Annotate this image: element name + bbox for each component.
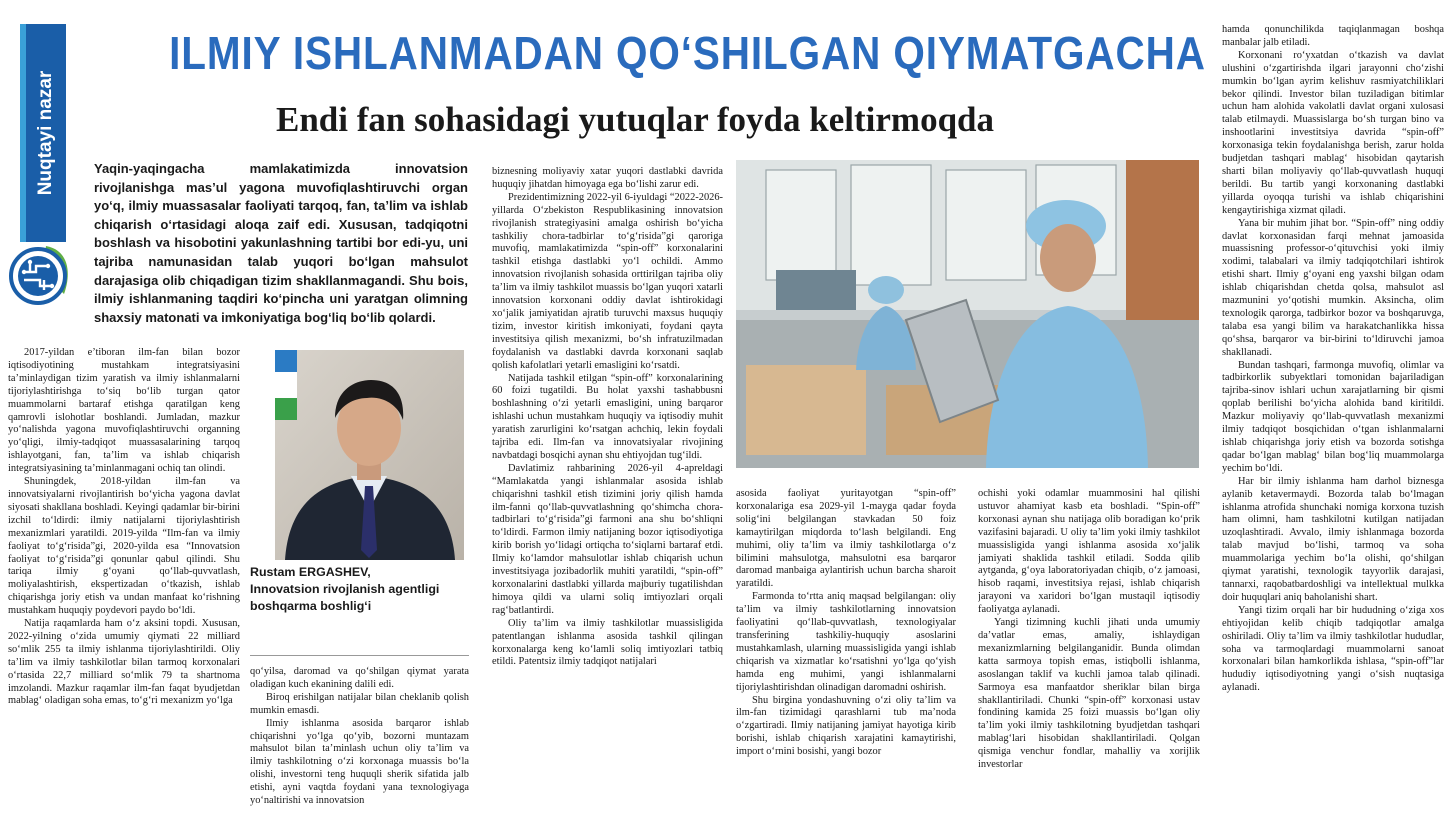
- body-paragraph: Shu birgina yondashuvning o‘zi oliy ta’lim va ilm-fan tizimidagi qarashlarni tub ma’noda o‘zgartiradi. Ilmiy natijaning jamiyat hayotiga kirib borishi, ishlab chiqarish xarajatini kamaytirishi, import o‘rnini bosishi, yangi bozor: [736, 694, 956, 758]
- body-paragraph: biznesning moliyaviy xatar yuqori dastlabki davrida huquqiy jihatdan himoyaga ega bo‘lishi zarur edi.: [492, 166, 723, 190]
- body-paragraph: 2017-yildan e’tiboran ilm-fan bilan bozor iqtisodiyotining mustahkam integratsiyasini ta’minlaydigan tizim yaratish va ilmiy ishlanmalarni tijoriylashtirishga to‘siq bo‘lib turgan qator muammolarni bartaraf etishga qaratilgan keng qamrovli islohotlar boshlandi. Jumladan, mazkur yo‘nalishda yagona muvofiqlashtiruvchi organning yo‘qligi, ilmiy-tadqiqot muassasalarining tarqoq ishlayotgani, fan, ta’lim va ishlab chiqarish integratsiyasining ta’minlanmagani ochiq tan olindi.: [8, 347, 240, 475]
- text-column-3: [492, 166, 723, 808]
- text-column-1: [8, 347, 240, 807]
- body-paragraph: asosida faoliyat yuritayotgan “spin-off” korxonalariga esa 2029-yil 1-mayga qadar foyda solig‘ini belgilangan stavkadan 50 foiz kamaytirilgan miqdorda to‘lash belgilandi. Eng muhimi, oliy ta’lim va ilmiy tashkilotlarga o‘z bilimini mahsulotga, mahsulotni esa barqaror daromad manbaiga aylantirish uchun barcha sharoit yaratildi.: [736, 488, 956, 590]
- body-paragraph: Bundan tashqari, farmonga muvofiq, olimlar va tadbirkorlik subyektlari tomonidan bajariladigan tajriba-sinov ishlari uchun xarajatlarning bir qismi qoplab berilishi bo‘yicha alohida band kiritildi. Mazkur moliyaviy qo‘llab-quvvatlash mexanizmi ilmiy tadqiqot bosqichidan o‘tgan ishlanmalarni ishlab chiqarishga joriy etish va bozorda sotishga qadar bo‘lgan mablag‘ bilan bog‘liq muammolarga yechim bo‘ldi.: [1222, 359, 1444, 474]
- body-paragraph: Oliy ta’lim va ilmiy tashkilotlar muassisligida patentlangan ishlanma asosida tashkil qilingan korxonalarga keng ko‘lamli soliq imtiyozlari tatbiq etildi. Patentsiz ilmiy tadqiqot natijalari: [492, 617, 723, 668]
- section-badge: [26, 24, 66, 242]
- body-paragraph: Natijada tashkil etilgan “spin-off” korxonalarining 60 foizi tugatildi. Bu holat yaxshi tashabbusni boshlashning o‘zi yetarli emasligini, uning barqaror ishlashi uchun mustahkam huquqiy va iqtisodiy muhit yaratish zarurligini ko‘rsatgan achchiq, lekin foydali tajriba edi. Ilm-fan va innovatsiyalar rivojining navbatdagi bosqichi aynan shu ehtiyojdan tug‘ildi.: [492, 372, 723, 461]
- text-column-2: [250, 666, 469, 808]
- body-paragraph: Yangi tizim orqali har bir hududning o‘ziga xos ehtiyojidan kelib chiqib tadqiqotlar amalga oshiriladi. Oliy ta’lim va ilmiy tashkilotlar hududlar, soha va tarmoqlardagi muammolarni sanoat korxonalari bilan hamkorlikda ishlasa, “spin-off”lar hududiy iqtisodiyotning yangi o‘sish nuqtasiga aylanadi.: [1222, 604, 1444, 694]
- body-paragraph: Shuningdek, 2018-yildan ilm-fan va innovatsiyalarni rivojlantirish bo‘yicha yagona davlat siyosati shakllana boshladi. Keyingi qadamlar bir-birini izchil to‘ldirdi: ilmiy natijalarni tijoriylashtirish mexanizmlari yaratildi. 2019-yilda “Ilm-fan va ilmiy faoliyat to‘g‘risida”gi, 2020-yilda esa “Innovatsion faoliyat to‘g‘risida”gi qonunlar qabul qilindi. Shu tariqa ilmiy g‘oyani qo‘llab-quvvatlash, moliyalashtirish, ekspertizadan o‘tkazish, ishlab chiqarishga joriy etish va undan manfaat ko‘rishning mustahkam huquqiy poydevori paydo bo‘ldi.: [8, 476, 240, 617]
- body-paragraph: Davlatimiz rahbarining 2026-yil 4-apreldagi “Mamlakatda yangi ishlanmalar asosida ishlab chiqarishni tashkil etish tizimini joriy qilish hamda ilm-fanni qo‘llab-quvvatlashning qo‘shimcha chora-tadbirlari to‘g‘risida”gi farmoni ana shu bo‘shliqni to‘ldirdi. Farmon ilmiy natijaning bozor iqtisodiyotiga kirib borish yo‘lidagi ortiqcha to‘siqlarni bartaraf etdi. Ilmiy ko‘lamdor mahsulotlar ishlab chiqarish uchun investitsiyaga jozibadorlik muhiti yaratildi, “spin-off” korxonalarini dastlabki yillarda majburiy tugatilishdan himoya qildi va ularni soliq imtiyozlari orqali rag‘batlantirdi.: [492, 462, 723, 616]
- body-paragraph: Har bir ilmiy ishlanma ham darhol biznesga aylanib ketavermaydi. Bozorda talab bo‘lmagan ishlanma atrofida shunchaki nomiga korxona tuzish ham olimni, ham tashkilotni kutilgan natijadan uzoqlashtiradi. Avvalo, ilmiy ishlanmaga bozorda talab mavjud bo‘lishi, tarmoq va soha muammolariga yechim bo‘la olishi, qo‘shilgan qiymat yaratishi, texnologik tayyorlik darajasi, tannarxi, raqobatbardoshligi va intellektual mulkka doir huquqlari aniq baholanishi shart.: [1222, 475, 1444, 603]
- caption-position: Innovatsion rivojlanish agentligi boshqarma boshlig‘i: [250, 582, 440, 613]
- text-column-4: [736, 488, 956, 808]
- body-paragraph: Ilmiy ishlanma asosida barqaror ishlab chiqarishni yo‘lga qo‘yib, bozorni muntazam mahsulot bilan ta’minlash uchun oliy ta’lim va ilmiy tashkilotning o‘zi korxonaga muassis bo‘la olishi, investorni teng huquqli sherik sifatida jalb etishi, ayni vaqtda foydani yana texnologiyaga yo‘naltirishi va innovatsion: [250, 717, 469, 807]
- subheadline: Endi fan sohasidagi yutuqlar foyda keltirmoqda: [275, 100, 994, 139]
- headline: ILMIY ISHLANMADAN QO‘SHILGAN QIYMATGACHA: [169, 27, 1206, 79]
- body-paragraph: hamda qonunchilikda taqiqlanmagan boshqa manbalar jalb etiladi.: [1222, 24, 1444, 48]
- body-paragraph: Prezidentimizning 2022-yil 6-iyuldagi “2022-2026-yillarda O‘zbekiston Respublikasining innovatsion rivojlanish strategiyasini amalga oshirish bo‘yicha tashkiliy chora-tadbirlar to‘g‘risida”gi qaroriga muvofiq, mamlakatimizda “spin-off” korxonalarini tashkil etishga dastlabki yo‘l ochildi. Ammo innovatsion rivojlanish sohasida orttirilgan tajriba oliy ta’lim va ilmiy tashkilot muassis bo‘lgan yuqori xatarli innovatsion korxonani oddiy davlat ishtirokidagi xo‘jalik jamiyatidan ajratib turuvchi maxsus huquqiy tizim, investor kiritish imkoniyati, foydani qayta investitsiya qilish mexanizmi, bo‘sh infratuzilmadan foydalanish va dastlabki davrda korxonani saqlab qolish kafolatlari yetarli emasligini ko‘rsatdi.: [492, 191, 723, 371]
- body-paragraph: Korxonani ro‘yxatdan o‘tkazish va davlat ulushini o‘zgartirishda ilgari jarayonni cho‘zishi mumkin bo‘lgan ayrim kelishuv rasmiyatchiliklari bekor qilindi. Investor bilan tuziladigan bitimlar uchun ham alohida vakolatli davlat organi xulosasi talab etilmaydi. Muassislarga bo‘sh turgan bino va inshootlarini investitsiya davrida “spin-off” korxonasiga tekin foydalanishga berish, zarur holda budjetdan tashqari mablag‘ hisobidan qaytarish sharti bilan moliyaviy qo‘llab-quvvatlash huquqi berildi. Bu tartib yangi korxonaning dastlabki yillarda oyoqqa turishi va ishlab chiqarishini kengaytirishiga xizmat qiladi.: [1222, 49, 1444, 216]
- body-paragraph: Natija raqamlarda ham o‘z aksini topdi. Xususan, 2022-yilning o‘zida umumiy qiymati 22 milliard so‘mlik 255 ta ilmiy ishlanma tijoriylashtirildi. Oliy ta’lim va ilmiy tashkilotlar bilan tarmoq korxonalari o‘rtasida 22,7 milliard so‘mlik 79 ta shartnoma imzolandi. Mazkur raqamlar ilm-fan faqat byudjetdan mablag‘ oladigan soha emas, to‘g‘ri mexanizm yo‘lga: [8, 618, 240, 707]
- text-column-6: [1222, 24, 1444, 808]
- body-paragraph: Biroq erishilgan natijalar bilan cheklanib qolish mumkin emasdi.: [250, 691, 469, 716]
- factory-workers-photo: [736, 160, 1199, 468]
- body-paragraph: Farmonda to‘rtta aniq maqsad belgilangan: oliy ta’lim va ilmiy tashkilotlarning innovatsion faoliyatini qo‘llab-quvvatlash, texnologiyalar transferining tashkiliy-huquqiy asoslarini mustahkamlash, ularning muassisligida yangi ishlab chiqarish va xizmatlar ko‘rsatishni yo‘lga qo‘yish hamda eng muhimi, yangi ishlanmalarni tijoriylashtirishdan olinadigan daromadni oshirish.: [736, 591, 956, 693]
- author-portrait: [275, 350, 464, 560]
- body-paragraph: Yana bir muhim jihat bor. “Spin-off” ning oddiy davlat korxonasidan farqi mehnat jamoasida muassisning professor-o‘qituvchisi yoki ilmiy xodimi, talabalari va ilmiy tadqiqotchilari ishtirok etishi shart. Ilmiy g‘oyani eng yaxshi bilgan odam ishlab chiqarishdan chetda qolsa, mahsulot asl mazmunini yo‘qotishi mumkin. Aksincha, olim texnologik qarorga, tadbirkor bozor va boshqaruvga, talaba esa yangi bilim va harakatchanlikka hissa qo‘shsa, barqaror va bir-birini to‘ldiruvchi jamoa shakllanadi.: [1222, 217, 1444, 358]
- lead-paragraph: Yaqin-yaqingacha mamlakatimizda innovatsion rivojlanishga mas’ul yagona muvofiqlashtiruvchi organ yo‘q, ilmiy muassasalar faoliyati tarqoq, fan, ta’lim va ishlab chiqarish o‘rtasidagi aloqa zaif edi. Xususan, tadqiqotni boshlash va hisobotini yakunlashning tartibi bor edi-yu, uni tajriba namunasidan talab yuqori bo‘lgan mahsulot darajasiga olib chiqadigan tizim shakllanmagandi. Shu bois, ilmiy ishlanmaning taqdiri ko‘pincha uni yaratgan olimning shaxsiy matonati va imkoniyatiga bog‘liq bo‘lib qolardi.: [94, 161, 468, 325]
- column-rule: [250, 655, 469, 656]
- portrait-caption: [250, 564, 470, 615]
- body-paragraph: Yangi tizimning kuchli jihati unda umumiy da’vatlar emas, amaliy, ishlaydigan mexanizmlarning belgilanganidir. Bunda olimdan katta sarmoya topish emas, istiqbolli ishlanma, asoslangan taklif va kuchli jamoa talab qilinadi. Sarmoya esa manfaatdor sheriklar bilan birga shakllantiriladi. Chunki “spin-off” korxonasi ustav fondining kamida 25 foizi muassis bo‘lgan oliy ta’lim yoki ilmiy tashkilotning byudjetdan tashqari mablag‘lari hisobidan shakllantiriladi. Qolgan qismiga venchur fondlar, mahalliy va xorijlik investorlar: [978, 617, 1200, 771]
- section-label: Nuqtayi nazar: [35, 70, 56, 196]
- circuit-leaf-logo-icon: [6, 242, 76, 308]
- body-paragraph: qo‘yilsa, daromad va qo‘shilgan qiymat yarata oladigan kuch ekanining dalili edi.: [250, 666, 469, 690]
- caption-name: Rustam ERGASHEV,: [250, 565, 371, 579]
- body-paragraph: ochishi yoki odamlar muammosini hal qilishi ustuvor ahamiyat kasb eta boshladi. “Spin-off” korxonasi aynan shu natijaga olib boradigan ko‘prik vazifasini bajaradi. U oliy ta’lim yoki ilmiy tashkilot muassisligida yangi ishlanma asosida xo‘jalik jamiyati shaklida tashkil etiladi. Sodda qilib aytganda, g‘oya laboratoriyadan chiqib, o‘z jamoasi, hisob raqami, investitsiya rejasi, ishlab chiqarish jarayoni va xaridori bo‘lgan mustaqil iqtisodiy faoliyatga aylanadi.: [978, 488, 1200, 616]
- text-column-5: [978, 488, 1200, 808]
